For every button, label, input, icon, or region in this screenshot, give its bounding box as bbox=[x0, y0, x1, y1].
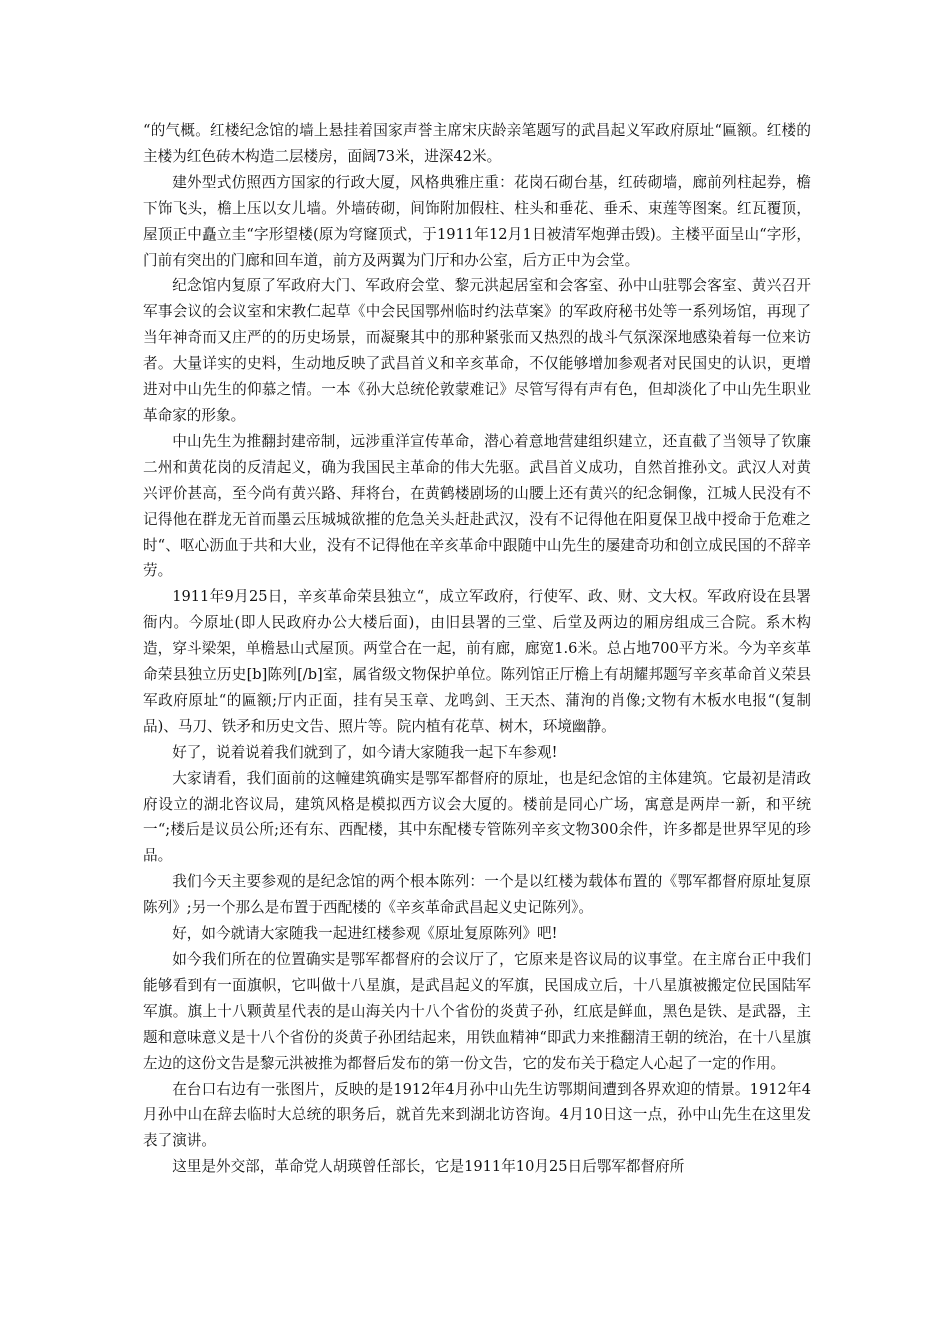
paragraph-10: 如今我们所在的位置确实是鄂军都督府的会议厅了，它原来是咨议局的议事堂。在主席台正中我们能够看到有一面旗帜，它叫做十八星旗，是武昌起义的军旗，民国成立后，十八星旗被搬定位民国陆军军旗。旗上十八颗黄星代表的是山海关内十八个省份的炎黄子孙，红底是鲜血，黑色是铁、是武器，主题和意味意义是十八个省份的炎黄子孙团结起来，用铁血精神“即武力来推翻清王朝的统治，在十八星旗左边的这份文告是黎元洪被推为都督后发布的第一份文告，它的发布关于稳定人心起了一定的作用。 bbox=[143, 951, 811, 1072]
paragraph-9: 好，如今就请大家随我一起进红楼参观《原址复原陈列》吧! bbox=[172, 925, 558, 943]
paragraph-4: 中山先生为推翻封建帝制，远涉重洋宣传革命，潜心着意地营建组织建立，还直截了当领导了钦廉二州和黄花岗的反清起义，确为我国民主革命的伟大先驱。武昌首义成功，自然首推孙文。武汉人对黄兴评价甚高，至今尚有黄兴路、拜将台，在黄鹤楼剧场的山腰上还有黄兴的纪念铜像，江城人民没有不记得他在群龙无首而墨云压城城欲摧的危急关头赶赴武汉，没有不记得他在阳夏保卫战中授命于危难之时“、呕心沥血于共和大业，没有不记得他在辛亥革命中跟随中山先生的屡建奇功和创立成民国的不辞辛劳。 bbox=[143, 432, 811, 580]
paragraph-8: 我们今天主要参观的是纪念馆的两个根本陈列：一个是以红楼为载体布置的《鄂军都督府原址复原陈列》;另一个那么是布置于西配楼的《辛亥革命武昌起义史记陈列》。 bbox=[143, 873, 811, 917]
paragraph-3: 纪念馆内复原了军政府大门、军政府会堂、黎元洪起居室和会客室、孙中山驻鄂会客室、黄兴召开军事会议的会议室和宋教仁起草《中会民国鄂州临时约法草案》的军政府秘书处等一系列场馆，再现了当年神奇而又庄严的的历史场景，而凝聚其中的那种紧张而又热烈的战斗气氛深深地感染着每一位来访者。大量详实的史料，生动地反映了武昌首义和辛亥革命，不仅能够增加参观者对民国史的认识，更增进对中山先生的仰慕之情。一本《孙大总统伦敦蒙难记》尽管写得有声有色，但却淡化了中山先生职业革命家的形象。 bbox=[143, 277, 811, 424]
paragraph-2: 建外型式仿照西方国家的行政大厦，风格典雅庄重：花岗石砌台基，红砖砌墙，廊前列柱起券，檐下饰飞头，檐上压以女儿墙。外墙砖砌，间饰附加假柱、柱头和垂花、垂禾、束莲等图案。红瓦覆顶，屋顶正中矗立圭“字形望楼(原为穹窿顶式，于1911年12月1日被清军炮弹击毁)。主楼平面呈山“字形，门前有突出的门廊和回车道，前方及两翼为门厅和办公室，后方正中为会堂。 bbox=[143, 173, 811, 269]
paragraph-11: 在台口右边有一张图片，反映的是1912年4月孙中山先生访鄂期间遭到各界欢迎的情景。1912年4月孙中山在辞去临时大总统的职务后，就首先来到湖北访咨询。4月10日这一点，孙中山先生在这里发表了演讲。 bbox=[143, 1080, 811, 1150]
paragraph-12: 这里是外交部，革命党人胡瑛曾任部长，它是1911年10月25日后鄂军都督府所 bbox=[172, 1158, 685, 1176]
paragraph-7: 大家请看，我们面前的这幢建筑确实是鄂军都督府的原址，也是纪念馆的主体建筑。它最初是清政府设立的湖北咨议局，建筑风格是模拟西方议会大厦的。楼前是同心广场，寓意是两岸一新，和平统一“;楼后是议员公所;还有东、西配楼，其中东配楼专管陈列辛亥文物300余件，许多都是世界罕见的珍品。 bbox=[143, 769, 811, 865]
paragraph-6: 好了，说着说着我们就到了，如今请大家随我一起下车参观! bbox=[172, 743, 558, 761]
paragraph-1: “的气概。红楼纪念馆的墙上悬挂着国家声誉主席宋庆龄亲笔题写的武昌起义军政府原址“匾额。红楼的主楼为红色砖木构造二层楼房，面阔73米，进深42米。 bbox=[143, 122, 811, 165]
paragraph-5: 1911年9月25日，辛亥革命荣县独立“，成立军政府，行使军、政、财、文大权。军政府设在县署衙内。今原址(即人民政府办公大楼后面)，由旧县署的三堂、后堂及两边的厢房组成三合院。系木构造，穿斗梁架，单檐悬山式屋顶。两堂合在一起，前有廊，廊宽1.6米。总占地700平方米。今为辛亥革命荣县独立历史[b]陈列[/b]室，属省级文物保护单位。陈列馆正厅檐上有胡耀邦题写辛亥革命首义荣县军政府原址“的匾额;厅内正面，挂有吴玉章、龙鸣剑、王天杰、蒲洵的肖像;文物有木板水电报“(复制品)、马刀、铁矛和历史文告、照片等。院内植有花草、树木，环境幽静。 bbox=[143, 588, 811, 735]
document-page bbox=[143, 118, 811, 1180]
